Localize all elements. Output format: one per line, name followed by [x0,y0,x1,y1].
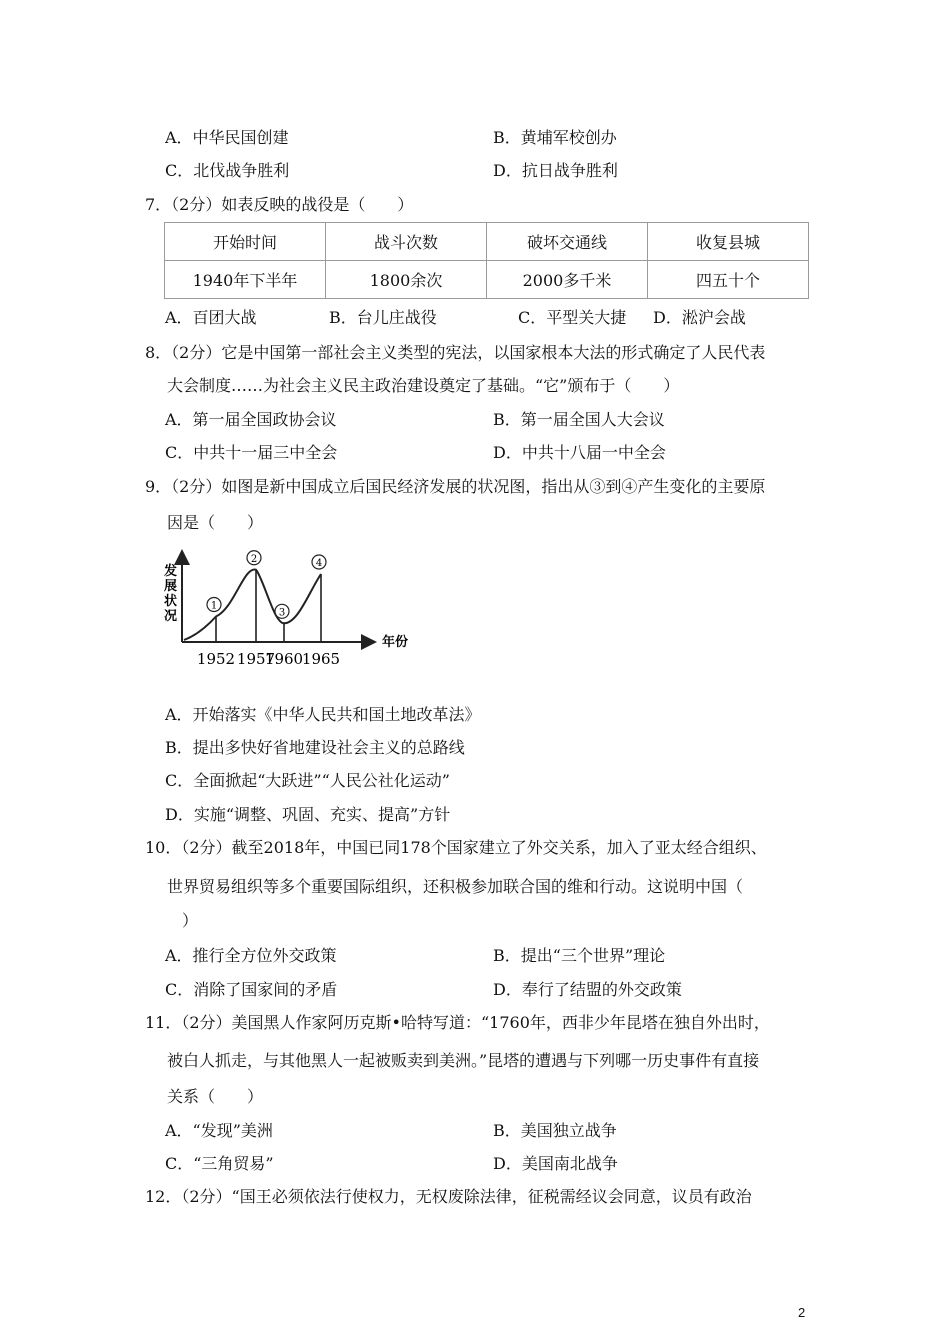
q9-option-b[interactable]: B．提出多快好省地建设社会主义的总路线 [165,738,465,757]
y-axis-label [163,563,177,624]
q10-option-d[interactable]: D．奉行了结盟的外交政策 [493,980,682,999]
table-header-cell: 开始时间 [165,223,326,261]
q11-stem-line1: 11．（2分）美国黑人作家阿历克斯•哈特写道：“1760年，西非少年昆塔在独自外出时， [145,1013,770,1032]
point-number-label: 2 [250,553,258,565]
q9-option-a[interactable]: A．开始落实《中华人民共和国土地改革法》 [165,705,481,724]
q8-option-b[interactable]: B．第一届全国人大会议 [493,410,665,429]
x-tick-label: 1960 [264,650,304,668]
q9-option-d[interactable]: D．实施“调整、巩固、充实、提高”方针 [165,805,451,824]
table-cell: 四五十个 [648,261,809,299]
q6-option-a[interactable]: A．中华民国创建 [165,128,289,147]
x-tick-label: 1965 [301,650,341,668]
q8-option-c[interactable]: C．中共十一届三中全会 [165,443,338,462]
q10-option-b[interactable]: B．提出“三个世界”理论 [493,946,666,965]
q7-battle-table [164,222,809,299]
q9-option-c[interactable]: C．全面掀起“大跃进”“人民公社化运动” [165,771,450,790]
q6-option-b[interactable]: B．黄埔军校创办 [493,128,617,147]
q11-option-b[interactable]: B．美国独立战争 [493,1121,617,1140]
table-cell: 1940年下半年 [165,261,326,299]
table-header-row [165,223,809,261]
y-axis-label-text: 发展状况 [164,564,178,624]
q10-stem-line2: 世界贸易组织等多个重要国际组织，还积极参加联合国的维和行动。这说明中国（ [167,877,744,896]
q11-option-c[interactable]: C．“三角贸易” [165,1154,274,1173]
q12-stem-line1: 12．（2分）“国王必须依法行使权力，无权废除法律，征税需经议会同意，议员有政治 [145,1187,752,1206]
q11-option-a[interactable]: A．“发现”美洲 [165,1121,273,1140]
q9-stem-line2: 因是（ ） [167,513,264,532]
q11-stem-line3: 关系（ ） [167,1087,264,1106]
q7-stem: 7．（2分）如表反映的战役是（ ） [145,195,414,214]
q8-stem-line1: 8．（2分）它是中国第一部社会主义类型的宪法，以国家根本大法的形式确定了人民代表 [145,343,766,362]
x-tick-label: 1957 [236,650,276,668]
q11-stem-line2: 被白人抓走，与其他黑人一起被贩卖到美洲。”昆塔的遭遇与下列哪一历史事件有直接 [167,1051,760,1070]
q10-stem-line1: 10．（2分）截至2018年，中国已同178个国家建立了外交关系，加入了亚太经合组织、 [145,838,767,857]
q7-option-c[interactable]: C．平型关大捷 [518,308,627,327]
q8-stem-line2: 大会制度……为社会主义民主政治建设奠定了基础。“它”颁布于（ ） [167,376,680,395]
table-row [165,261,809,299]
q11-option-d[interactable]: D．美国南北战争 [493,1154,618,1173]
q10-option-a[interactable]: A．推行全方位外交政策 [165,946,337,965]
q6-option-d[interactable]: D．抗日战争胜利 [493,161,618,180]
point-number-label: 3 [278,607,286,619]
x-axis-label: 年份 [382,635,409,650]
development-curve [184,569,321,640]
q9-stem-line1: 9．（2分）如图是新中国成立后国民经济发展的状况图，指出从③到④产生变化的主要原 [145,477,766,496]
table-header-cell: 战斗次数 [326,223,487,261]
table-cell: 2000多千米 [487,261,648,299]
table-cell: 1800余次 [326,261,487,299]
economy-development-chart [160,545,409,670]
page-number: 2 [798,1305,806,1320]
q8-option-a[interactable]: A．第一届全国政协会议 [165,410,337,429]
q7-option-a[interactable]: A．百团大战 [165,308,257,327]
q10-stem-line3: ） [182,911,199,930]
x-tick-label: 1952 [196,650,236,668]
q7-option-d[interactable]: D．淞沪会战 [653,308,746,327]
q7-option-b[interactable]: B．台儿庄战役 [329,308,437,327]
point-number-label: 4 [315,558,323,569]
table-header-cell: 破坏交通线 [487,223,648,261]
table-header-cell: 收复县城 [648,223,809,261]
q6-option-c[interactable]: C．北伐战争胜利 [165,161,290,180]
q8-option-d[interactable]: D．中共十八届一中全会 [493,443,666,462]
point-number-label: 1 [210,600,218,612]
q10-option-c[interactable]: C．消除了国家间的矛盾 [165,980,338,999]
